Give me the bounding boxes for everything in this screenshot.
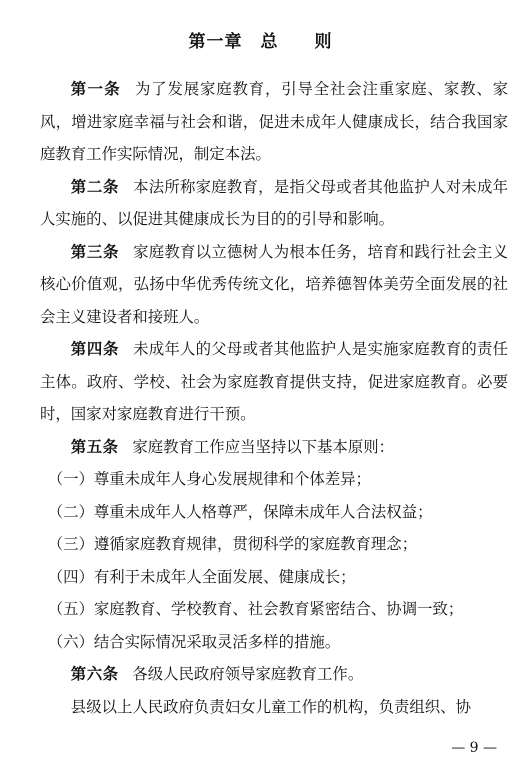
principle-text: 有利于未成年人全面发展、健康成长；: [93, 567, 356, 586]
principle-text: 家庭教育、学校教育、社会教育紧密结合、协调一致；: [93, 600, 464, 618]
article-label: 第五条: [70, 437, 119, 456]
article-1: [40, 73, 508, 171]
page-number: — 9 —: [451, 740, 497, 756]
principle-item: [40, 463, 508, 496]
principle-text: 遵循家庭教育规律，贯彻科学的家庭教育理念；: [93, 535, 418, 553]
principle-text: 尊重未成年人身心发展规律和个体差异；: [93, 470, 371, 488]
article-text: 家庭教育工作应当坚持以下基本原则：: [132, 437, 394, 456]
principle-item: [40, 561, 508, 594]
principle-item: [40, 626, 508, 659]
article-6: [40, 658, 508, 691]
article-label: 第六条: [70, 665, 119, 683]
principle-item: [40, 593, 508, 626]
article-3: [40, 236, 508, 334]
principle-number: （五）: [47, 600, 94, 618]
principle-number: （四）: [47, 567, 94, 586]
article-text: 家庭教育以立德树人为根本任务，培育和践行社会主义核心价值观，弘扬中华优秀传统文化，培养德智体美劳全面发展的社会主义建设者和接班人。: [40, 242, 508, 326]
principle-item: [40, 496, 508, 529]
principle-number: （二）: [47, 502, 94, 521]
article-label: 第二条: [70, 177, 120, 196]
article-2: [40, 171, 508, 236]
principle-item: [40, 528, 508, 561]
principle-number: （三）: [47, 535, 94, 553]
article-4: [40, 333, 508, 431]
article-text: 未成年人的父母或者其他监护人是实施家庭教育的责任主体。政府、学校、社会为家庭教育提供支持，促进家庭教育。必要时，国家对家庭教育进行干预。: [40, 340, 508, 423]
principle-number: （六）: [47, 632, 94, 651]
continuation-paragraph: 县级以上人民政府负责妇女儿童工作的机构，负责组织、协: [70, 697, 471, 716]
article-label: 第三条: [70, 242, 120, 261]
article-text: 为了发展家庭教育，引导全社会注重家庭、家教、家风，增进家庭幸福与社会和谐，促进未成年人健康成长，结合我国家庭教育工作实际情况，制定本法。: [40, 80, 508, 163]
document-body: [40, 73, 508, 723]
principle-number: （一）: [47, 470, 94, 488]
principle-text: 结合实际情况采取灵活多样的措施。: [93, 632, 341, 651]
article-5: [40, 431, 508, 464]
article-text: 本法所称家庭教育，是指父母或者其他监护人对未成年人实施的、以促进其健康成长为目的的引导和影响。: [40, 177, 508, 228]
principle-text: 尊重未成年人人格尊严，保障未成年人合法权益；: [93, 502, 433, 521]
article-text: 各级人民政府领导家庭教育工作。: [132, 665, 364, 683]
chapter-title: 第一章 总 则: [188, 32, 333, 52]
article-label: 第一条: [70, 80, 122, 98]
article-label: 第四条: [70, 340, 120, 358]
